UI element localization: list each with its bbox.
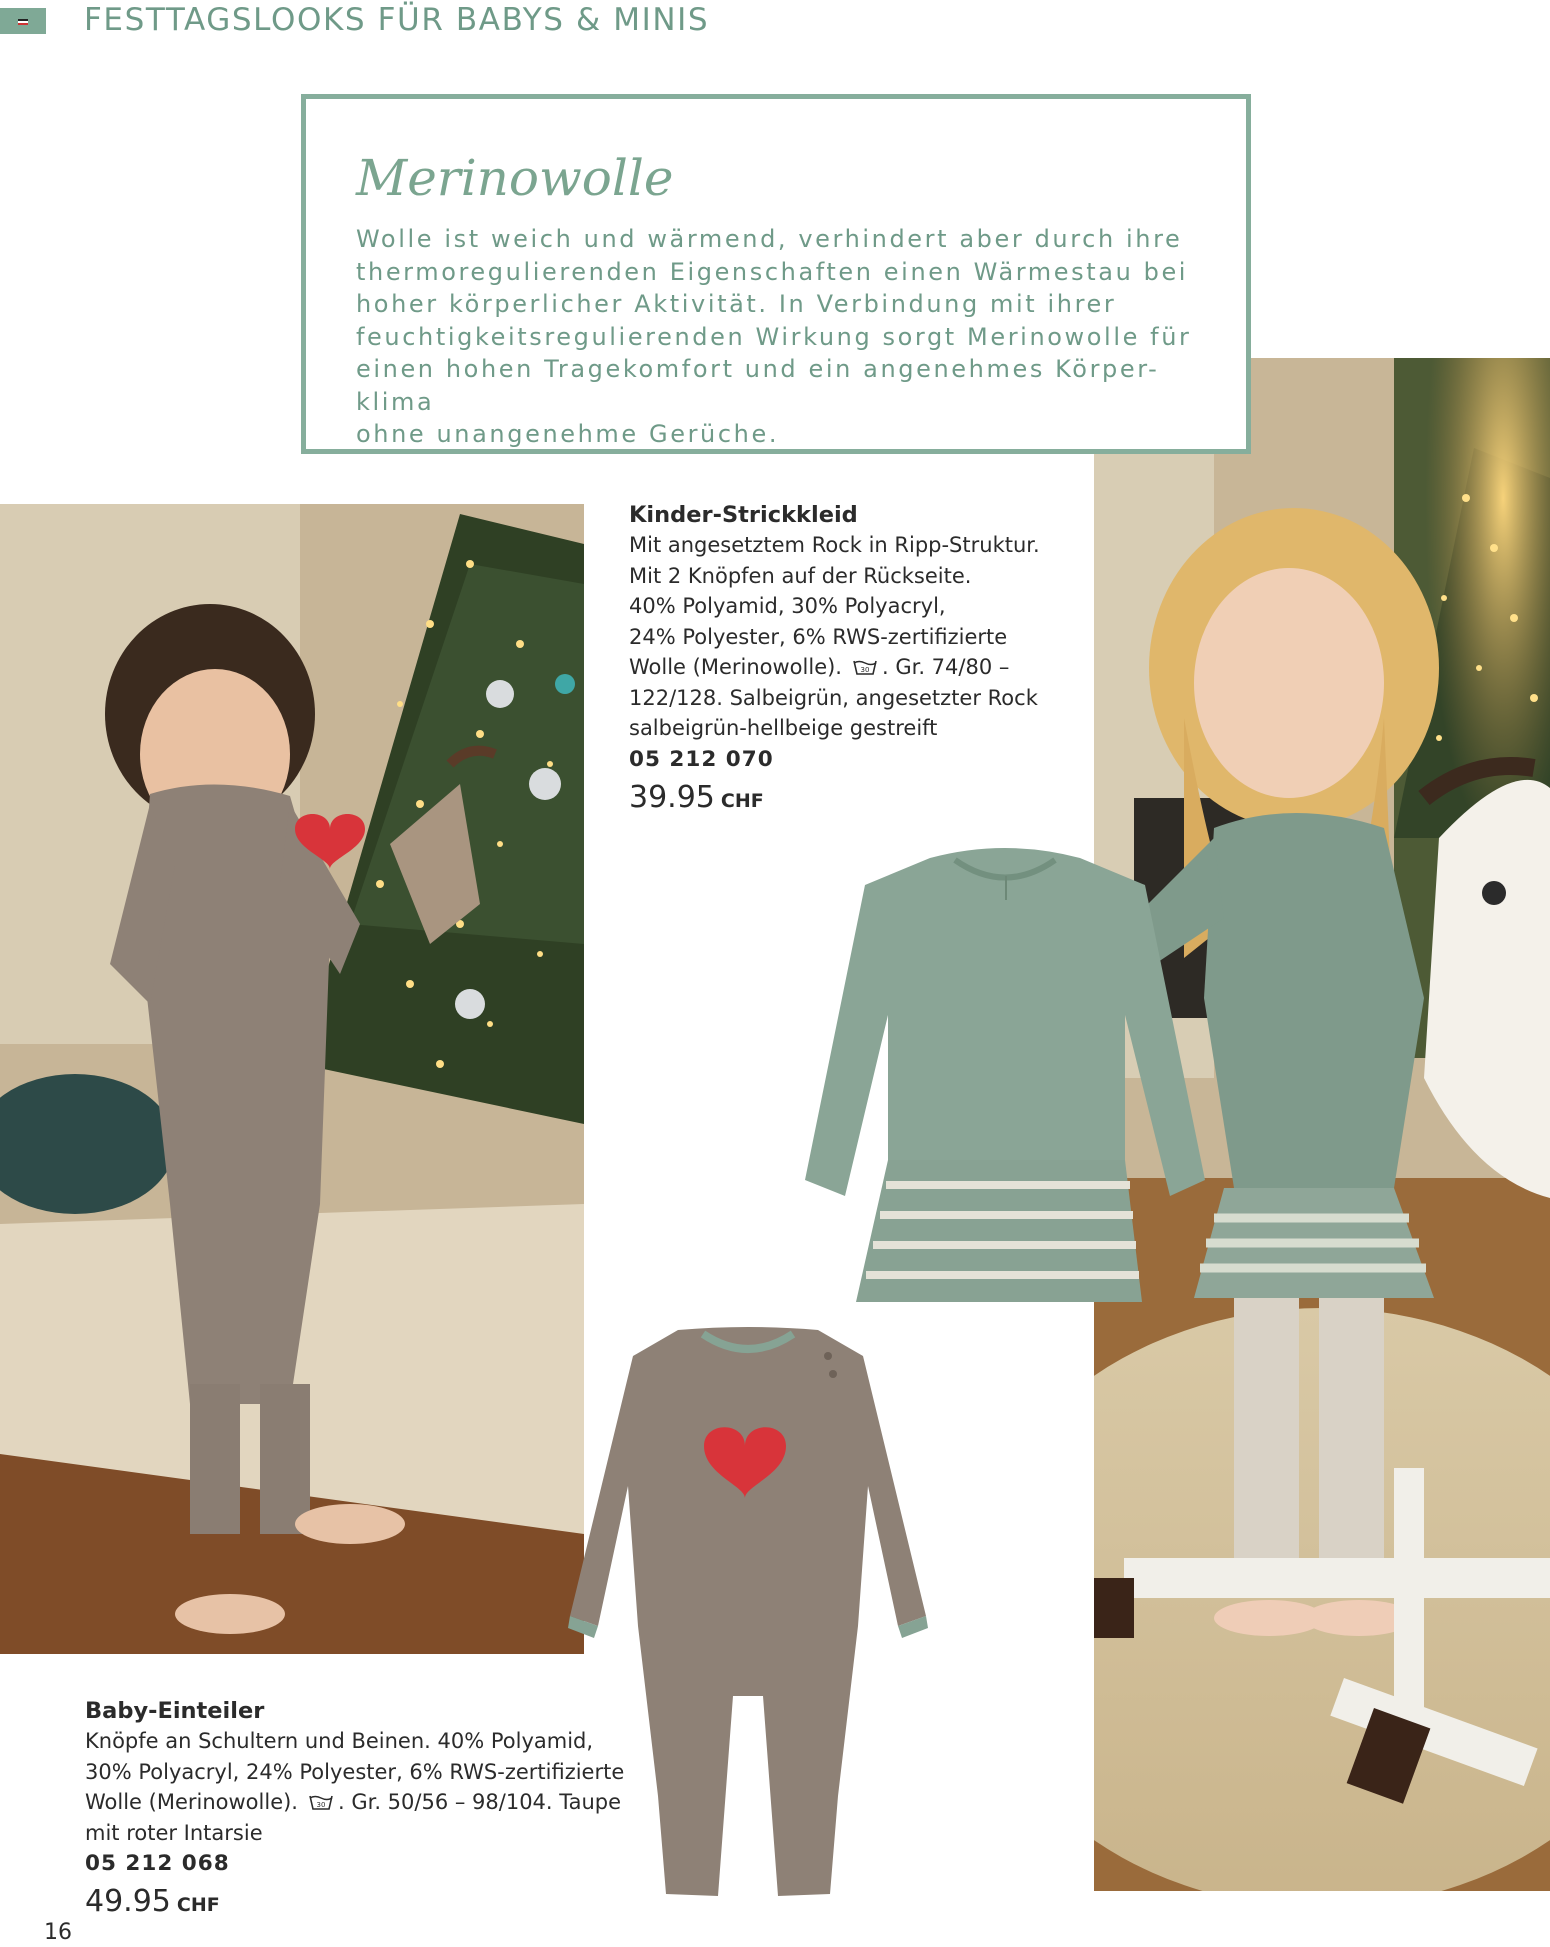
product-desc: Mit 2 Knöpfen auf der Rückseite. bbox=[629, 563, 972, 588]
price-value: 39.95 bbox=[629, 779, 715, 815]
info-line: ohne unangenehme Gerüche. bbox=[356, 420, 780, 448]
photo-baby-christmas-tree bbox=[0, 504, 584, 1654]
product-sku: 05 212 070 bbox=[629, 746, 774, 772]
page-title: FESTTAGSLOOKS FÜR BABYS & MINIS bbox=[84, 2, 710, 38]
product-desc: 122/128. Salbeigrün, angesetzter Rock bbox=[629, 685, 1038, 710]
product-desc: salbeigrün-hellbeige gestreift bbox=[629, 716, 938, 740]
product-desc bbox=[85, 1787, 624, 1818]
product-desc: mit roter Intarsie bbox=[85, 1820, 263, 1845]
product-desc: 30% Polyacryl, 24% Polyester, 6% RWS-zertifizierte bbox=[85, 1759, 625, 1784]
product-title: Kinder-Strickkleid bbox=[629, 502, 858, 528]
price-currency: CHF bbox=[176, 1894, 220, 1916]
wash-temp-label: 30 bbox=[860, 666, 870, 674]
product-desc: 40% Polyamid, 30% Polyacryl, bbox=[629, 594, 946, 618]
product-desc: 24% Polyester, 6% RWS-zertifizierte bbox=[629, 624, 1008, 649]
product-desc-part: Wolle (Merinowolle). bbox=[85, 1790, 298, 1814]
product-image-dress bbox=[800, 840, 1210, 1310]
product-desc-part: Wolle (Merinowolle). bbox=[629, 655, 842, 679]
page-number: 16 bbox=[44, 1920, 72, 1945]
info-box-text bbox=[356, 223, 1236, 451]
product-info-romper bbox=[85, 1696, 624, 1919]
info-line: thermoregulierenden Eigenschaften einen Wärmestau bei bbox=[356, 257, 1189, 286]
product-price bbox=[85, 1884, 624, 1919]
info-line: Wolle ist weich und wärmend, verhindert aber durch ihre bbox=[356, 225, 1183, 253]
product-desc-part: . Gr. 74/80 – bbox=[881, 655, 1010, 679]
wash-30-icon bbox=[852, 658, 878, 676]
price-currency: CHF bbox=[720, 789, 764, 812]
product-info-dress bbox=[629, 500, 1040, 815]
product-desc bbox=[629, 652, 1040, 683]
merino-info-box bbox=[301, 94, 1251, 454]
wash-30-icon bbox=[308, 1793, 334, 1811]
info-line: feuchtigkeitsregulierenden Wirkung sorgt Merinowolle für bbox=[356, 322, 1192, 351]
product-sku: 05 212 068 bbox=[85, 1851, 230, 1876]
info-box-title: Merinowolle bbox=[356, 149, 674, 207]
product-desc: Knöpfe an Schultern und Beinen. 40% Polyamid, bbox=[85, 1729, 594, 1753]
product-price bbox=[629, 780, 1040, 815]
info-line: einen hohen Tragekomfort und ein angenehmes Körper-klima bbox=[356, 355, 1160, 416]
product-desc: Mit angesetztem Rock in Ripp-Struktur. bbox=[629, 533, 1040, 557]
product-title: Baby-Einteiler bbox=[85, 1698, 265, 1724]
flag-icon bbox=[18, 19, 28, 25]
wash-temp-label: 30 bbox=[316, 1801, 326, 1809]
info-line: hoher körperlicher Aktivität. In Verbindung mit ihrer bbox=[356, 290, 1117, 318]
price-value: 49.95 bbox=[85, 1884, 171, 1919]
product-desc-part: . Gr. 50/56 – 98/104. Taupe bbox=[337, 1790, 622, 1814]
